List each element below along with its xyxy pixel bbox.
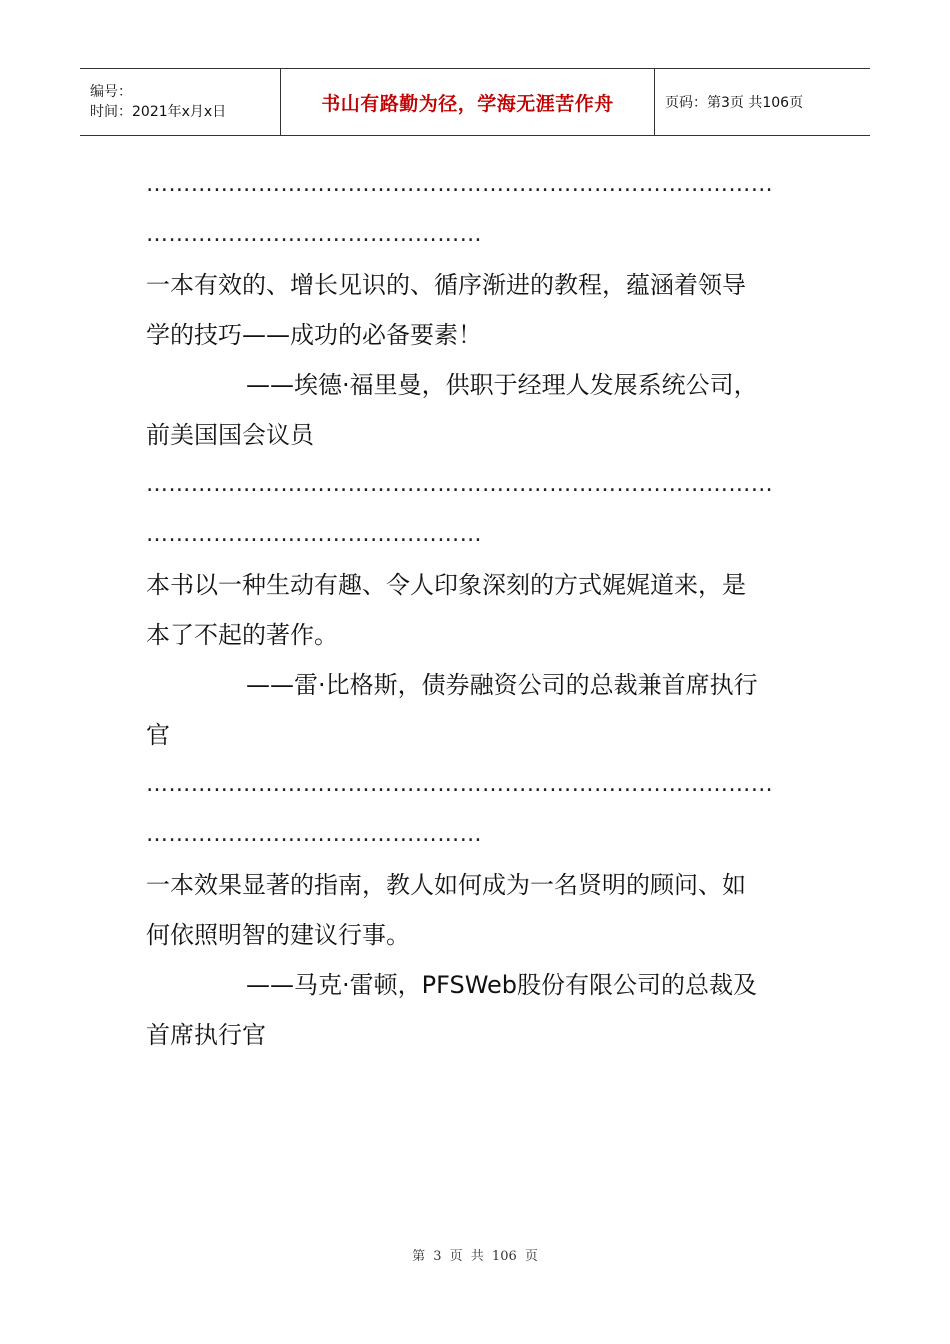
header-meta [80,69,281,135]
review-quote: 学的技巧——成功的必备要素！ [146,321,482,349]
document-number: 编号： [90,84,132,100]
page-content [146,160,810,1060]
review-quote: 本了不起的著作。 [146,621,338,649]
header-motto: 书山有路勤为径，学海无涯苦作舟 [281,69,655,135]
page-footer: 第 3 页 共 106 页 [412,1249,538,1264]
review-attribution: ——埃德·福里曼，供职于经理人发展系统公司， [246,371,758,399]
review-attribution: ——雷·比格斯，债券融资公司的总裁兼首席执行 [246,671,758,699]
header-page-number: 页码：第3页 共106页 [665,95,804,111]
document-date: 时间：2021年x月x日 [90,104,227,120]
review-attribution: 前美国国会议员 [146,421,314,449]
dotted-separator: ………………………………………………………………………… [146,472,774,497]
dotted-separator: ……………………………………… [146,522,482,547]
dotted-separator: ……………………………………… [146,822,482,847]
review-quote: 本书以一种生动有趣、令人印象深刻的方式娓娓道来，是 [146,571,746,599]
review-attribution: 官 [146,721,170,749]
review-attribution: ——马克·雷顿，PFSWeb股份有限公司的总裁及 [246,971,758,999]
review-quote: 一本效果显著的指南，教人如何成为一名贤明的顾问、如 [146,871,746,899]
dotted-separator: ………………………………………………………………………… [146,772,774,797]
review-quote: 何依照明智的建议行事。 [146,921,410,949]
dotted-separator: ……………………………………… [146,222,482,247]
page-header [80,68,870,136]
review-attribution: 首席执行官 [146,1021,266,1049]
dotted-separator: ………………………………………………………………………… [146,172,774,197]
review-quote: 一本有效的、增长见识的、循序渐进的教程，蕴涵着领导 [146,271,746,299]
